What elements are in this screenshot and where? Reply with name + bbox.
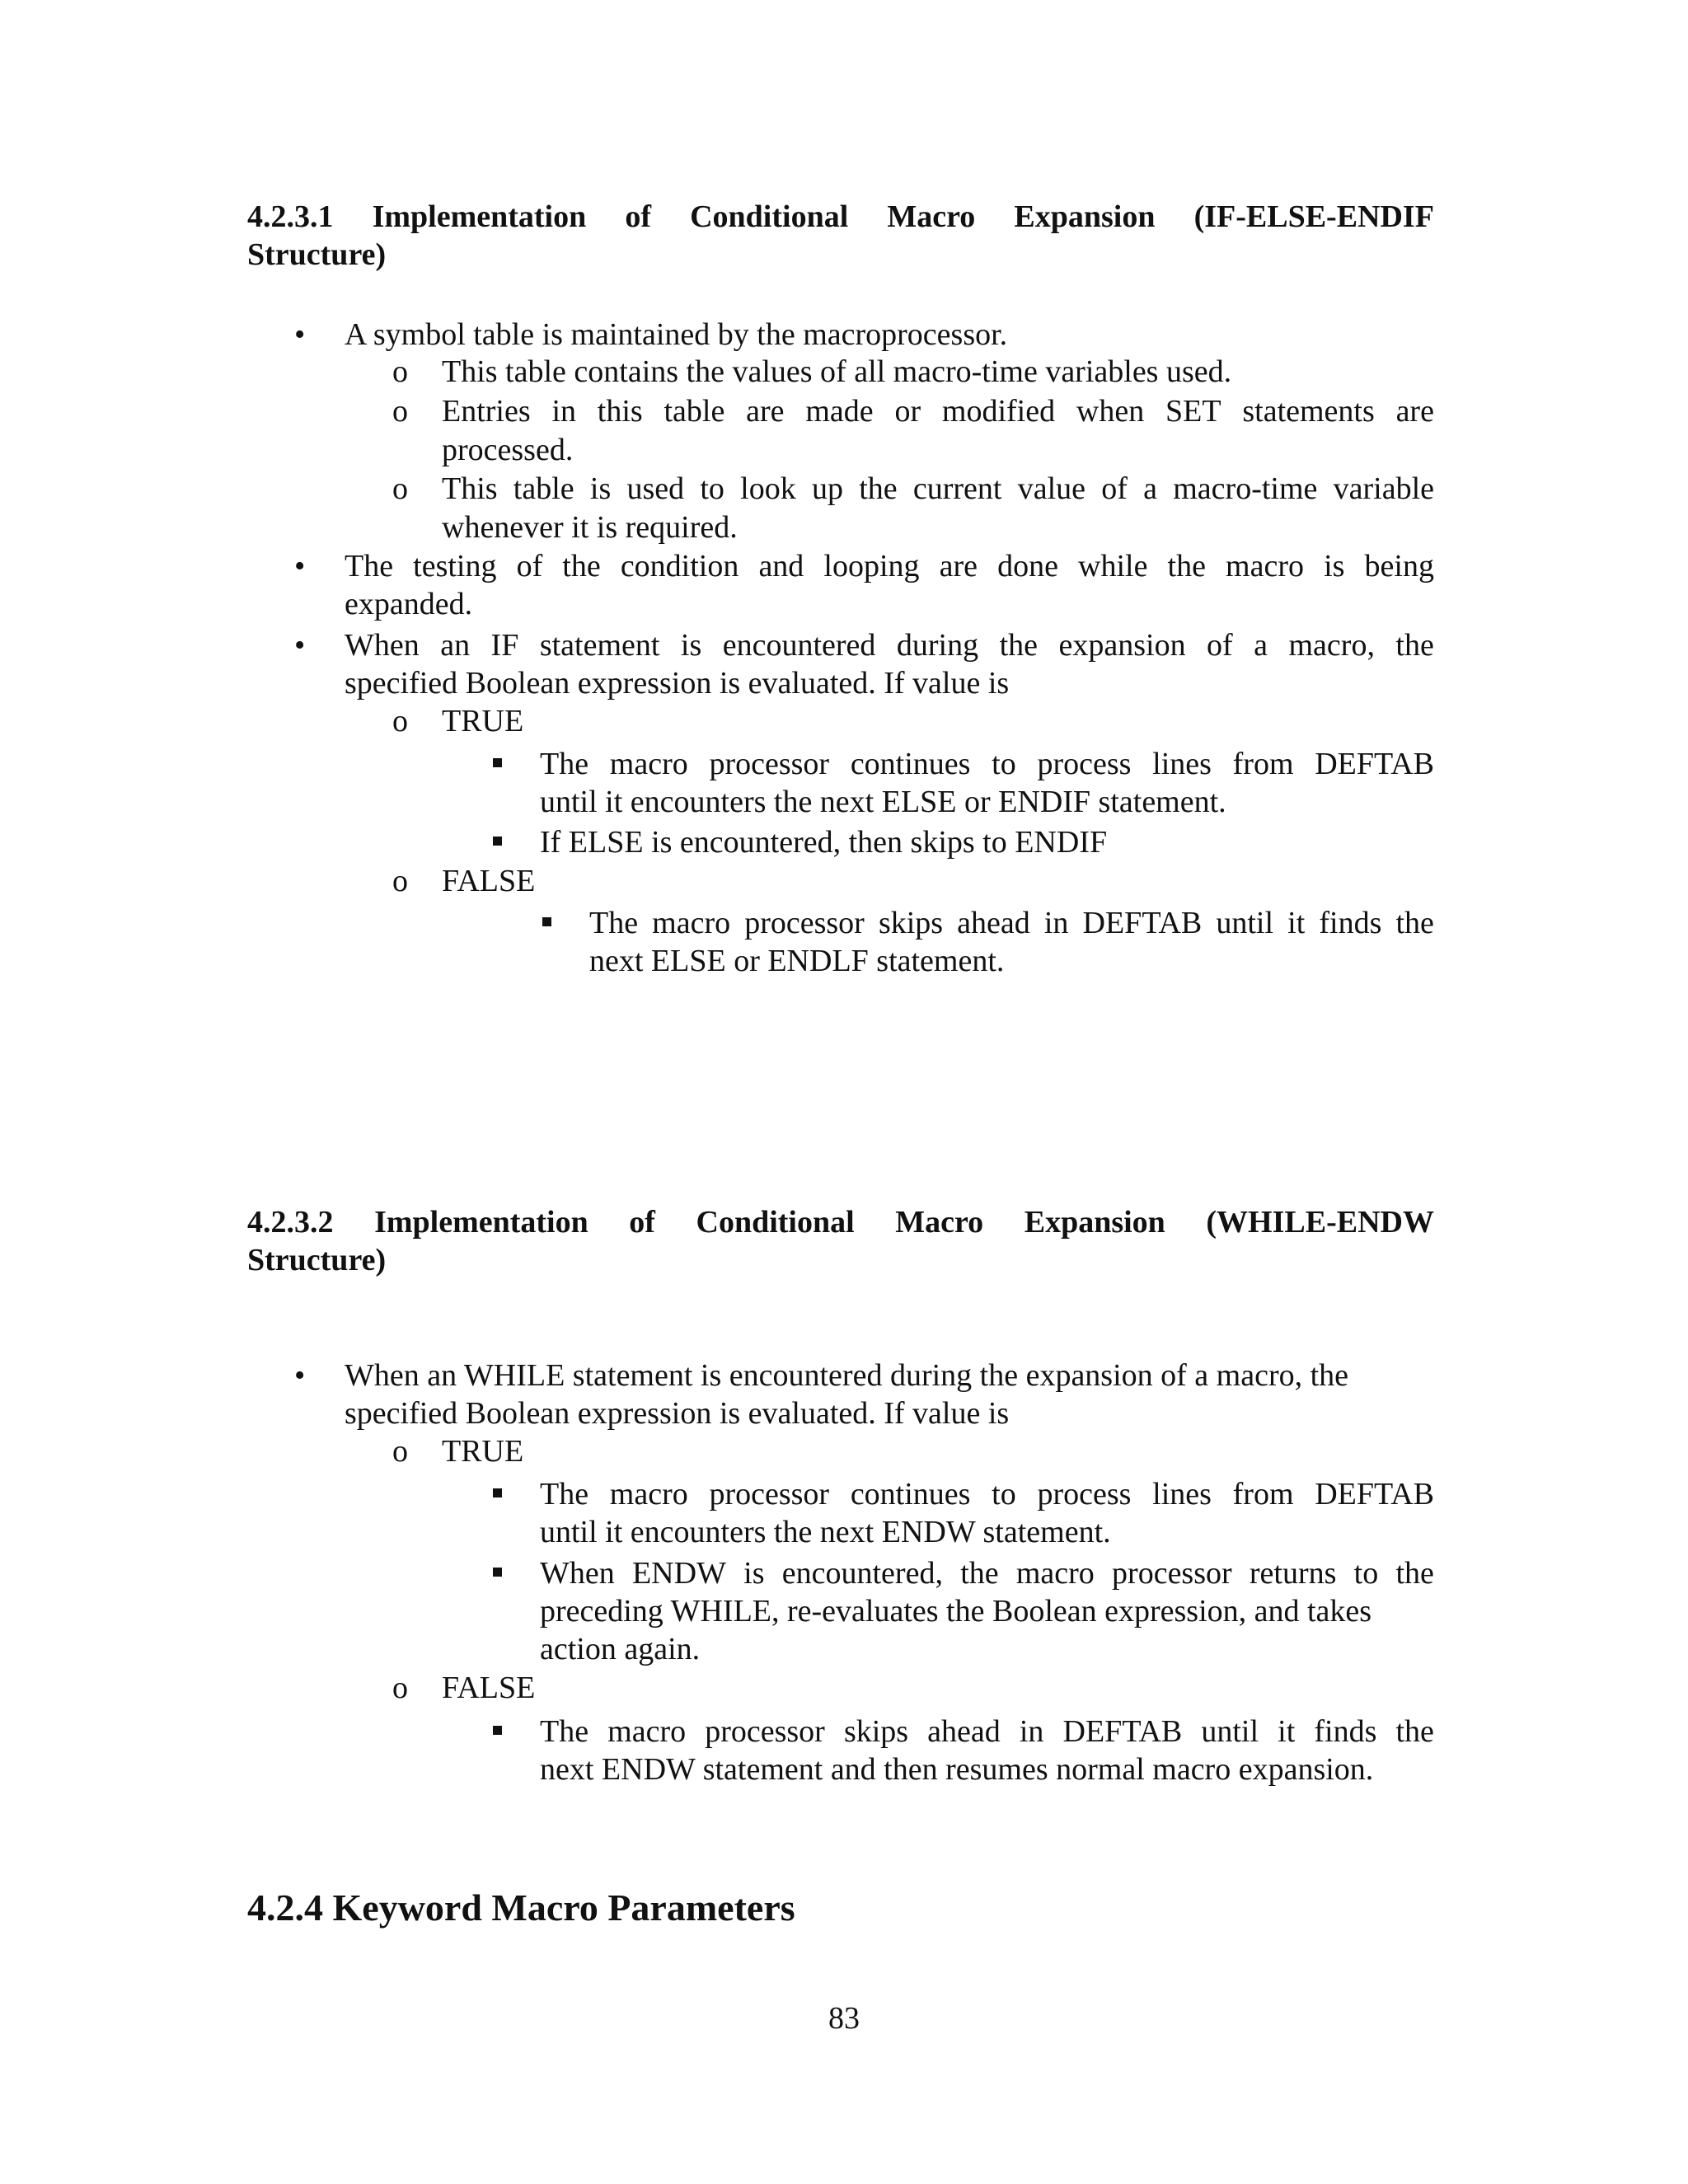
word: variable — [1333, 471, 1434, 506]
word: look — [740, 471, 796, 506]
word: of — [629, 1205, 655, 1240]
word: in — [551, 394, 576, 429]
word: (IF-ELSE-ENDIF — [1193, 199, 1434, 234]
word: until — [1216, 906, 1274, 940]
square-bullet-text-line-2: until it encounters the next ELSE or ENDIF statement. — [540, 785, 1226, 819]
sub-bullet-text-line-2: whenever it is required. — [442, 510, 738, 545]
square-bullet-text-line-1 — [540, 745, 1434, 783]
word: current — [912, 471, 1002, 506]
sub-bullet-marker: o — [392, 864, 408, 898]
word: The — [540, 1714, 589, 1749]
word: to — [992, 747, 1016, 781]
word: ahead — [957, 906, 1030, 940]
heading-line-2: Structure) — [247, 237, 387, 272]
sub-bullet-text-line-1 — [442, 392, 1434, 430]
word: this — [597, 394, 643, 429]
word: table — [663, 394, 725, 429]
word: skips — [878, 906, 944, 940]
word: or — [894, 394, 921, 429]
word: Entries — [442, 394, 531, 429]
true-label: TRUE — [442, 704, 524, 738]
section-heading-4-2-3-2 — [247, 1203, 1434, 1279]
word: from — [1232, 1477, 1294, 1511]
word: ENDW — [631, 1556, 726, 1591]
word: used — [626, 471, 685, 506]
word: condition — [620, 549, 739, 583]
word: processor — [705, 1714, 825, 1749]
word: continues — [850, 1477, 971, 1511]
word: DEFTAB — [1315, 1477, 1434, 1511]
word: The — [540, 747, 589, 781]
word: When — [540, 1556, 615, 1591]
square-bullet-text-line-2: next ENDW statement and then resumes normal macro expansion. — [540, 1752, 1374, 1787]
sub-bullet-marker: o — [392, 1671, 408, 1705]
word: lines — [1152, 1477, 1212, 1511]
word: processor — [709, 747, 830, 781]
word: continues — [850, 747, 971, 781]
bullet-text-line-1 — [345, 547, 1434, 585]
word: a — [1254, 628, 1268, 663]
section-heading-4-2-4: 4.2.4 Keyword Macro Parameters — [247, 1886, 795, 1929]
sub-bullet-marker: o — [392, 1434, 408, 1469]
square-bullet-marker — [493, 1568, 502, 1577]
square-bullet-marker — [493, 1726, 502, 1735]
square-bullet-marker — [493, 1488, 502, 1497]
word: the — [859, 471, 898, 506]
word: process — [1037, 1477, 1132, 1511]
heading-line-2: Structure) — [247, 1243, 387, 1277]
word: Implementation — [374, 1205, 588, 1240]
word: DEFTAB — [1315, 747, 1434, 781]
word: table — [513, 471, 574, 506]
word: 4.2.3.1 — [247, 199, 334, 234]
sub-bullet-marker: o — [392, 354, 408, 389]
word: IF — [490, 628, 519, 663]
section-heading-4-2-3-1 — [247, 198, 1434, 274]
word: The — [345, 549, 394, 583]
bullet-text-line-1: When an WHILE statement is encountered during the expansion of a macro, the — [345, 1358, 1349, 1393]
word: ahead — [927, 1714, 1001, 1749]
word: macro-time — [1173, 471, 1318, 506]
bullet-text: A symbol table is maintained by the macroprocessor. — [345, 317, 1008, 352]
word: of — [516, 549, 543, 583]
square-bullet-marker — [542, 917, 551, 926]
word: being — [1364, 549, 1434, 583]
square-bullet-text-line-2: next ELSE or ENDLF statement. — [589, 944, 1005, 978]
word: Conditional — [696, 1205, 855, 1240]
word: the — [1395, 628, 1434, 663]
word: from — [1232, 747, 1294, 781]
word: testing — [413, 549, 497, 583]
word: the — [562, 549, 601, 583]
word: value — [1017, 471, 1086, 506]
bullet-marker: • — [294, 1358, 306, 1393]
false-label: FALSE — [442, 864, 536, 898]
sub-bullet-text-line-1 — [442, 470, 1434, 508]
word: modified — [941, 394, 1056, 429]
word: is — [680, 628, 702, 663]
word: are — [939, 549, 978, 583]
square-bullet-text: If ELSE is encountered, then skips to ENDIF — [540, 825, 1108, 860]
word: lines — [1152, 747, 1212, 781]
word: processor — [744, 906, 865, 940]
true-label: TRUE — [442, 1434, 524, 1469]
word: the — [999, 628, 1039, 663]
word: is — [1324, 549, 1345, 583]
word: up — [811, 471, 843, 506]
word: encountered, — [781, 1556, 943, 1591]
word: statement — [539, 628, 660, 663]
word: processor — [709, 1477, 830, 1511]
word: are — [1395, 394, 1434, 429]
word: in — [1043, 906, 1069, 940]
word: during — [896, 628, 979, 663]
word: SET — [1165, 394, 1221, 429]
word: macro — [609, 1477, 688, 1511]
page-number: 83 — [828, 2001, 860, 2036]
word: This — [442, 471, 498, 506]
word: and — [758, 549, 804, 583]
word: while — [1078, 549, 1148, 583]
square-bullet-text-line-1 — [540, 1713, 1434, 1750]
word: the — [1167, 549, 1206, 583]
word: Macro — [895, 1205, 984, 1240]
word: of — [1101, 471, 1128, 506]
word: returns — [1249, 1556, 1337, 1591]
word: is — [743, 1556, 765, 1591]
word: macro — [1015, 1556, 1095, 1591]
word: the — [960, 1556, 999, 1591]
bullet-text-line-1 — [345, 626, 1434, 664]
square-bullet-marker — [493, 837, 502, 846]
word: When — [345, 628, 420, 663]
square-bullet-text-line-1 — [540, 1554, 1434, 1592]
word: process — [1037, 747, 1132, 781]
word: DEFTAB — [1062, 1714, 1183, 1749]
bullet-text-line-2: expanded. — [345, 587, 473, 621]
word: finds — [1319, 906, 1382, 940]
word: statements — [1242, 394, 1375, 429]
heading-line-1 — [247, 198, 1434, 236]
word: encountered — [722, 628, 876, 663]
sub-bullet-marker: o — [392, 471, 408, 506]
word: macro — [1226, 549, 1304, 583]
word: macro — [652, 906, 731, 940]
word: is — [589, 471, 612, 506]
word: of — [625, 199, 651, 234]
word: The — [589, 906, 639, 940]
square-bullet-text-line-2: until it encounters the next ENDW statement. — [540, 1515, 1111, 1549]
word: the — [1395, 906, 1434, 940]
square-bullet-text-line-3: action again. — [540, 1632, 701, 1666]
word: Macro — [887, 199, 976, 234]
word: done — [997, 549, 1058, 583]
word: until — [1201, 1714, 1259, 1749]
bullet-marker: • — [294, 317, 306, 352]
word: an — [440, 628, 471, 663]
word: when — [1076, 394, 1145, 429]
square-bullet-text-line-1 — [540, 1475, 1434, 1513]
word: looping — [823, 549, 920, 583]
heading-line-1 — [247, 1203, 1434, 1241]
bullet-marker: • — [294, 549, 306, 583]
sub-bullet-marker: o — [392, 394, 408, 429]
word: Expansion — [1014, 199, 1156, 234]
word: it — [1278, 1714, 1296, 1749]
word: The — [540, 1477, 589, 1511]
sub-bullet-text-line-2: processed. — [442, 433, 574, 467]
word: macro, — [1288, 628, 1375, 663]
word: it — [1287, 906, 1306, 940]
square-bullet-text-line-1 — [589, 904, 1434, 942]
word: finds — [1314, 1714, 1377, 1749]
square-bullet-text-line-2: preceding WHILE, re-evaluates the Boolean expression, and takes — [540, 1594, 1372, 1629]
sub-bullet-text: This table contains the values of all macro-time variables used. — [442, 354, 1232, 389]
word: to — [1353, 1556, 1379, 1591]
word: are — [746, 394, 785, 429]
word: (WHILE-ENDW — [1206, 1205, 1434, 1240]
word: macro — [607, 1714, 687, 1749]
word: to — [992, 1477, 1016, 1511]
word: to — [700, 471, 724, 506]
word: skips — [843, 1714, 909, 1749]
false-label: FALSE — [442, 1671, 536, 1705]
bullet-text-line-2: specified Boolean expression is evaluated. If value is — [345, 1396, 1010, 1431]
bullet-marker: • — [294, 628, 306, 663]
word: made — [805, 394, 874, 429]
bullet-text-line-2: specified Boolean expression is evaluated. If value is — [345, 666, 1010, 701]
word: 4.2.3.2 — [247, 1205, 334, 1240]
word: of — [1207, 628, 1233, 663]
word: macro — [609, 747, 688, 781]
word: expansion — [1058, 628, 1186, 663]
word: a — [1143, 471, 1158, 506]
word: in — [1019, 1714, 1044, 1749]
word: DEFTAB — [1082, 906, 1203, 940]
word: Conditional — [690, 199, 849, 234]
square-bullet-marker — [493, 758, 502, 767]
word: the — [1395, 1556, 1434, 1591]
word: processor — [1112, 1556, 1232, 1591]
word: Implementation — [372, 199, 587, 234]
word: the — [1395, 1714, 1434, 1749]
sub-bullet-marker: o — [392, 704, 408, 738]
word: Expansion — [1024, 1205, 1165, 1240]
